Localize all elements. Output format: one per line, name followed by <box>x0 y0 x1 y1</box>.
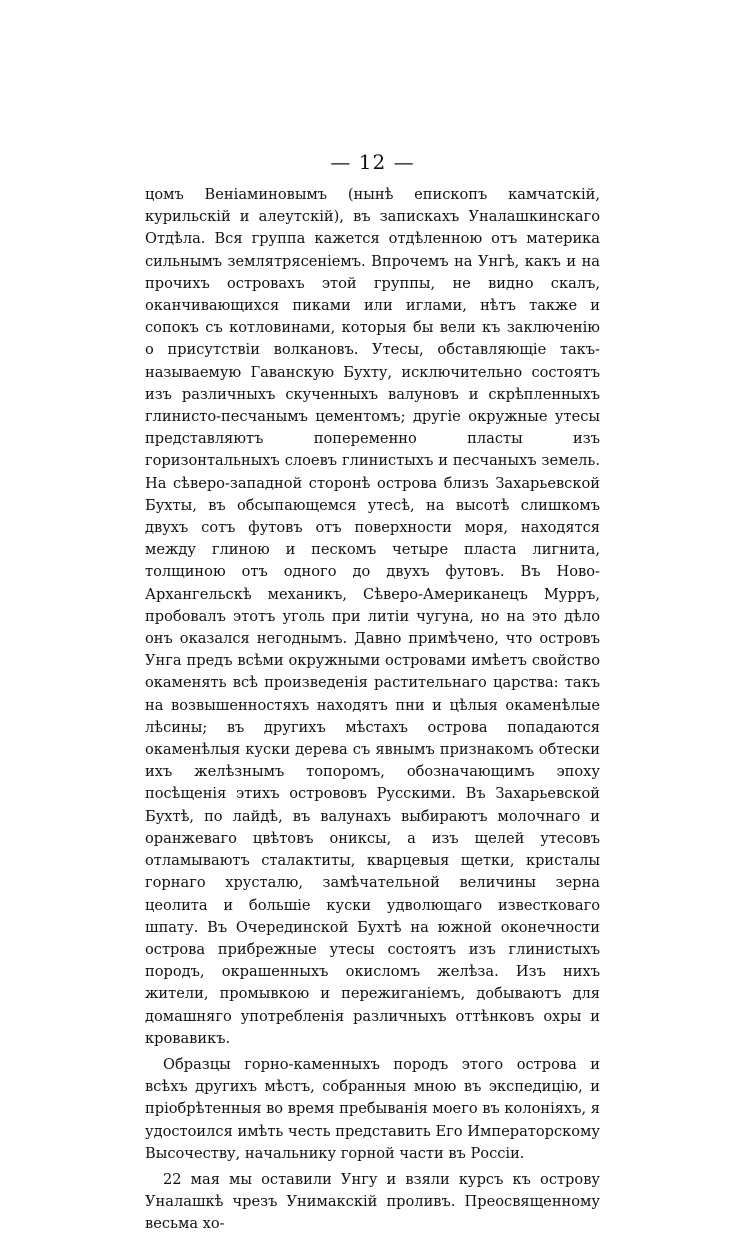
book-page <box>145 150 600 1236</box>
paragraph-3: 22 мая мы оставили Унгу и взяли курсъ къ острову Уналашкѣ чрезъ Унимакскій проливъ. Преосвященному весьма хо- <box>145 1170 600 1233</box>
page-number: — 12 — <box>330 150 415 174</box>
paragraph-2: Образцы горно-каменныхъ породъ этого острова и всѣхъ другихъ мѣстъ, собранныя мною въ экспедицію, и пріобрѣтенныя во время пребыванія моего въ колоніяхъ, я удостоился имѣть честь представить Его Императорскому Высочеству, начальнику горной части въ Россіи. <box>145 1055 600 1162</box>
paragraph-1: цомъ Веніаминовымъ (нынѣ епископъ камчатскій, курильскій и алеутскій), въ запискахъ Уналашкинскаго Отдѣла. Вся группа кажется отдѣленною отъ материка сильнымъ землятрясеніемъ. Впрочемъ на Унгѣ, какъ и на прочихъ островахъ этой группы, не видно скалъ, оканчивающихся пиками или иглами, нѣтъ также и сопокъ съ котловинами, которыя бы вели къ заключенію о присутствіи волкановъ. Утесы, обставляющіе такъ-называемую Гаванскую Бухту, исключительно состоятъ изъ различныхъ скученныхъ валуновъ и скрѣпленныхъ глинисто-песчанымъ цементомъ; другіе окружные утесы представляютъ попеременно пласты изъ горизонтальныхъ слоевъ глинистыхъ и песчаныхъ земель. На сѣверо-западной сторонѣ острова близъ Захарьевской Бухты, въ обсыпающемся утесѣ, на высотѣ слишкомъ двухъ сотъ футовъ отъ поверхности моря, находятся между глиною и пескомъ четыре пласта лигнита, толщиною отъ одного до двухъ футовъ. Въ Ново-Архангельскѣ механикъ, Сѣверо-Американецъ Мурръ, пробовалъ этотъ уголь при литіи чугуна, но на это дѣло онъ оказался негоднымъ. Давно примѣчено, что островъ Унга предъ всѣми окружными островами имѣетъ свойство окаменять всѣ произведенія растительнаго царства: такъ на возвышенностяхъ находятъ пни и цѣлыя окаменѣлые лѣсины; въ другихъ мѣстахъ острова попадаются окаменѣлыя куски дерева съ явнымъ признакомъ обтески ихъ желѣзнымъ топоромъ, обозначающимъ эпоху посѣщенія этихъ острововъ Русскими. Въ Захарьевской Бухтѣ, по лайдѣ, въ валунахъ выбираютъ молочнаго и оранжеваго цвѣтовъ ониксы, а изъ щелей утесовъ отламываютъ сталактиты, кварцевыя щетки, кристалы горнаго хрусталю, замѣчательной величины зерна цеолита и большіе куски удволющаго известковаго шпату. Въ Очерединской Бухтѣ на южной оконечности острова прибрежные утесы состоятъ изъ глинистыхъ породъ, окрашенныхъ окисломъ желѣза. Изъ нихъ жители, промывкою и пережиганіемъ, добываютъ для домашняго употребленія различныхъ оттѣнковъ охры и кровавикъ. <box>145 186 600 1047</box>
